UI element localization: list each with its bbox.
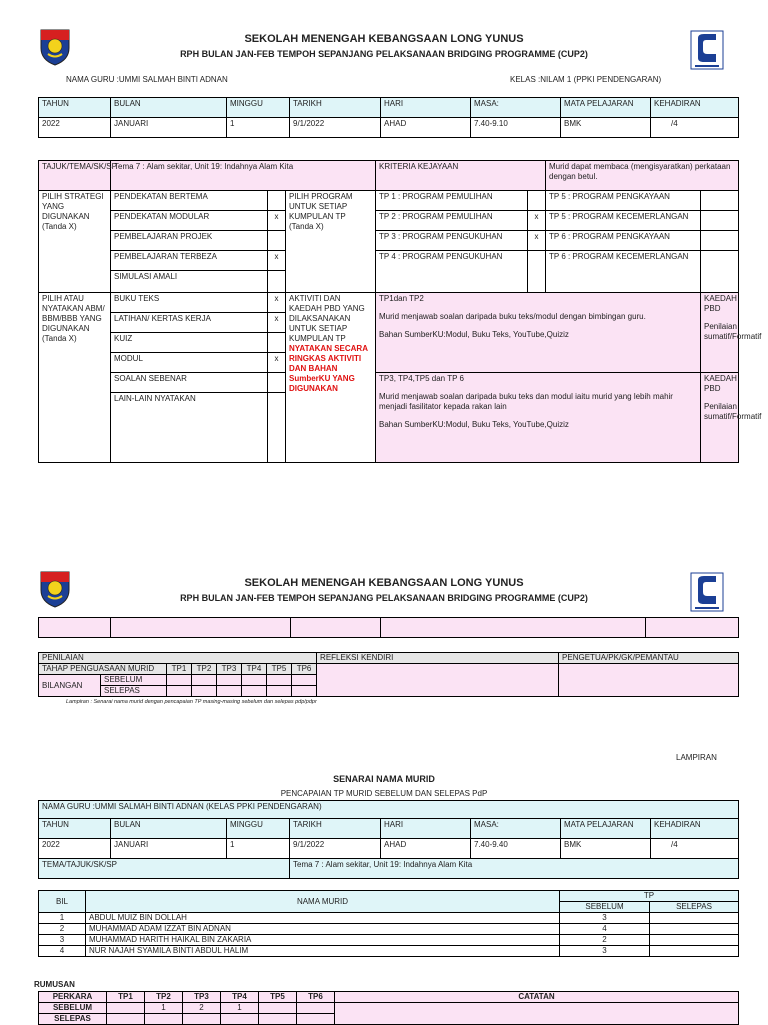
header-value: 1 — [227, 118, 290, 138]
pengetua-label: PENGETUA/PK/GK/PEMANTAU — [559, 653, 739, 664]
aktiviti-label — [286, 293, 376, 463]
strategi-item: PENDEKATAN MODULAR — [111, 211, 268, 231]
rumusan-value — [297, 1003, 335, 1014]
header-value: 7.40-9.40 — [471, 839, 561, 859]
student-table — [38, 890, 739, 957]
program-item: TP 6 : PROGRAM KECEMERLANGAN — [546, 251, 701, 293]
tp12-bahan: Bahan SumberKU:Modul, Buku Teks, YouTube,Quiziz — [379, 330, 569, 339]
kriteria-label: KRITERIA KEJAYAAN — [376, 161, 546, 191]
student-bil: 3 — [39, 935, 86, 946]
aktiviti-label-text: AKTIVITI DAN KAEDAH PBD YANG DILAKSANAKAN UNTUK SETIAP KUMPULAN TP — [289, 294, 365, 343]
tp-header: TP5 — [259, 992, 297, 1003]
student-selepas — [650, 946, 739, 957]
header-value: BMK — [561, 839, 651, 859]
tp-header: TP2 — [145, 992, 183, 1003]
senarai-title: SENARAI NAMA MURID — [333, 774, 435, 784]
student-selepas — [650, 935, 739, 946]
program-item: TP 3 : PROGRAM PENGUKUHAN — [376, 231, 528, 251]
program-item: TP 5 : PROGRAM KECEMERLANGAN — [546, 211, 701, 231]
lampiran-label: LAMPIRAN — [676, 753, 717, 762]
strategi-mark: x — [268, 251, 286, 271]
header-value: 2022 — [39, 118, 111, 138]
header-label: MASA: — [471, 819, 561, 839]
header-label: MINGGU — [227, 98, 290, 118]
program-item: TP 6 : PROGRAM PENGKAYAAN — [546, 231, 701, 251]
tp-header: TP6 — [297, 992, 335, 1003]
abm-item: LAIN-LAIN NYATAKAN — [111, 393, 268, 463]
header-label: BULAN — [111, 98, 227, 118]
lampiran-note: Lampiran : Senarai nama murid dengan pencapaian TP masing-masing sebelum dan selepas pdp/pdpr — [66, 699, 317, 705]
school-name: SEKOLAH MENENGAH KEBANGSAAN LONG YUNUS — [244, 577, 524, 589]
penilaian-label: PENILAIAN — [39, 653, 317, 664]
header-label: TARIKH — [290, 98, 381, 118]
header-label: BULAN — [111, 819, 227, 839]
strategi-item: PENDEKATAN BERTEMA — [111, 191, 268, 211]
teacher-name: NAMA GURU :UMMI SALMAH BINTI ADNAN — [66, 75, 228, 84]
tp-header: TP3 — [183, 992, 221, 1003]
header-value: 2022 — [39, 839, 111, 859]
student-bil: 4 — [39, 946, 86, 957]
rph-title: RPH BULAN JAN-FEB TEMPOH SEPANJANG PELAKSANAAN BRIDGING PROGRAMME (CUP2) — [180, 593, 588, 603]
header-label: KEHADIRAN — [651, 819, 739, 839]
program-mark — [701, 231, 739, 251]
tp12-text: Murid menjawab soalan daripada buku teks/modul dengan bimbingan guru. — [379, 312, 646, 321]
header-label: TAHUN — [39, 98, 111, 118]
selepas-label: SELEPAS — [39, 1014, 107, 1025]
program-mark — [701, 191, 739, 211]
abm-item: SOALAN SEBENAR — [111, 373, 268, 393]
strategi-mark — [268, 271, 286, 293]
kaedah-cell — [701, 293, 762, 373]
program-mark: x — [528, 231, 546, 251]
tp12-cell — [376, 293, 701, 373]
lesson-info-table — [38, 97, 739, 138]
abm-item: LATIHAN/ KERTAS KERJA — [111, 313, 268, 333]
rumusan-value: 1 — [221, 1003, 259, 1014]
header-label: MATA PELAJARAN — [561, 819, 651, 839]
bil-header: BIL — [39, 891, 86, 913]
aktiviti-label-red: NYATAKAN SECARA RINGKAS AKTIVITI DAN BAHAN SumberKU YANG DIGUNAKAN — [289, 344, 368, 393]
planning-table — [38, 160, 762, 463]
abm-label: PILIH ATAU NYATAKAN ABM/ BBM/BBB YANG DIGUNAKAN (Tanda X) — [39, 293, 111, 463]
sebelum-label: SEBELUM — [101, 675, 167, 686]
tp3456-text: Murid menjawab soalan daripada buku teks dan modul iaitu murid yang lebih mahir menjadi fasilitator kepada rakan lain — [379, 392, 673, 411]
student-name: MUHAMMAD HARITH HAIKAL BIN ZAKARIA — [86, 935, 560, 946]
bilangan-label: BILANGAN — [39, 675, 101, 697]
kaedah-value: Penilaian sumatif/Formatif — [704, 402, 762, 421]
header-value: 9/1/2022 — [290, 118, 381, 138]
header-label: MASA: — [471, 98, 561, 118]
header-label: HARI — [381, 98, 471, 118]
tema-value: Tema 7 : Alam sekitar, Unit 19: Indahnya Alam Kita — [290, 859, 739, 879]
penilaian-table — [38, 652, 739, 697]
student-bil: 1 — [39, 913, 86, 924]
class-name: KELAS :NILAM 1 (PPKI PENDENGARAN) — [510, 75, 662, 84]
tp-header: TP1 — [167, 664, 192, 675]
header-value: JANUARI — [111, 839, 227, 859]
tp-header: TP — [560, 891, 739, 902]
tp-header: TP3 — [217, 664, 242, 675]
program-mark — [701, 211, 739, 231]
rumusan-label: RUMUSAN — [34, 980, 75, 989]
student-name: NUR NAJAH SYAMILA BINTI ABDUL HALIM — [86, 946, 560, 957]
rumusan-value — [107, 1003, 145, 1014]
header-label: TARIKH — [290, 819, 381, 839]
kriteria-value: Murid dapat membaca (mengisyaratkan) perkataan dengan betul. — [546, 161, 739, 191]
student-selepas — [650, 913, 739, 924]
header-value: AHAD — [381, 118, 471, 138]
tema-label: TEMA/TAJUK/SK/SP — [39, 859, 290, 879]
strategi-mark — [268, 231, 286, 251]
student-sebelum: 3 — [560, 913, 650, 924]
program-mark — [528, 251, 546, 293]
program-mark — [528, 191, 546, 211]
student-bil: 2 — [39, 924, 86, 935]
tajuk-label: TAJUK/TEMA/SK/SP — [39, 161, 111, 191]
tp-header: TP6 — [292, 664, 317, 675]
program-mark: x — [528, 211, 546, 231]
header-value: /4 — [651, 118, 739, 138]
kaedah-label: KAEDAH PBD — [704, 294, 737, 313]
lampiran-info-table — [38, 800, 739, 879]
tp-header: TP4 — [221, 992, 259, 1003]
abm-mark: x — [268, 293, 286, 313]
header-label: KEHADIRAN — [651, 98, 739, 118]
tp3456-title: TP3, TP4,TP5 dan TP 6 — [379, 374, 464, 383]
strategi-item: PEMBELAJARAN PROJEK — [111, 231, 268, 251]
rph-title: RPH BULAN JAN-FEB TEMPOH SEPANJANG PELAKSANAAN BRIDGING PROGRAMME (CUP2) — [180, 49, 588, 59]
strategi-mark: x — [268, 211, 286, 231]
tajuk-value: Tema 7 : Alam sekitar, Unit 19: Indahnya Alam Kita — [111, 161, 376, 191]
perkara-header: PERKARA — [39, 992, 107, 1003]
abm-mark — [268, 393, 286, 463]
school-name: SEKOLAH MENENGAH KEBANGSAAN LONG YUNUS — [244, 33, 524, 45]
program-mark — [701, 251, 739, 293]
school-crest-logo — [38, 26, 72, 66]
student-name: MUHAMMAD ADAM IZZAT BIN ADNAN — [86, 924, 560, 935]
student-name: ABDUL MUIZ BIN DOLLAH — [86, 913, 560, 924]
teacher-class: NAMA GURU :UMMI SALMAH BINTI ADNAN (KELAS PPKI PENDENGARAN) — [39, 801, 739, 819]
abm-item: MODUL — [111, 353, 268, 373]
header-label: MINGGU — [227, 819, 290, 839]
header-label: HARI — [381, 819, 471, 839]
student-selepas — [650, 924, 739, 935]
sebelum-header: SEBELUM — [560, 902, 650, 913]
header-value: BMK — [561, 118, 651, 138]
tp-header: TP5 — [267, 664, 292, 675]
header-label: MATA PELAJARAN — [561, 98, 651, 118]
strategi-item: PEMBELAJARAN TERBEZA — [111, 251, 268, 271]
header-value: 1 — [227, 839, 290, 859]
tp-header: TP1 — [107, 992, 145, 1003]
student-sebelum: 3 — [560, 946, 650, 957]
kaedah-value: Penilaian sumatif/Formatif — [704, 322, 762, 341]
header-value: 7.40-9.10 — [471, 118, 561, 138]
abm-item: KUIZ — [111, 333, 268, 353]
selepas-label: SELEPAS — [101, 686, 167, 697]
header-value: JANUARI — [111, 118, 227, 138]
program-item: TP 4 : PROGRAM PENGUKUHAN — [376, 251, 528, 293]
tp-header: TP4 — [242, 664, 267, 675]
tp12-title: TP1dan TP2 — [379, 294, 424, 303]
rumusan-table — [38, 991, 739, 1025]
selepas-header: SELEPAS — [650, 902, 739, 913]
program-label: PILIH PROGRAM UNTUK SETIAP KUMPULAN TP (Tanda X) — [286, 191, 376, 293]
refleksi-label: REFLEKSI KENDIRI — [317, 653, 559, 664]
abm-item: BUKU TEKS — [111, 293, 268, 313]
header-label: TAHUN — [39, 819, 111, 839]
tp-header: TP2 — [192, 664, 217, 675]
tp3456-bahan: Bahan SumberKU:Modul, Buku Teks, YouTube,Quiziz — [379, 420, 569, 429]
student-sebelum: 4 — [560, 924, 650, 935]
rumusan-value: 1 — [145, 1003, 183, 1014]
abm-mark — [268, 373, 286, 393]
kaedah-label: KAEDAH PBD — [704, 374, 737, 393]
rumusan-value — [259, 1003, 297, 1014]
pencapaian-title: PENCAPAIAN TP MURID SEBELUM DAN SELEPAS PdP — [280, 789, 488, 798]
program-item: TP 2 : PROGRAM PEMULIHAN — [376, 211, 528, 231]
strategi-mark — [268, 191, 286, 211]
tp3456-cell — [376, 373, 701, 463]
rumusan-value: 2 — [183, 1003, 221, 1014]
header-value: /4 — [651, 839, 739, 859]
student-sebelum: 2 — [560, 935, 650, 946]
strategi-item: SIMULASI AMALI — [111, 271, 268, 293]
catatan-header: CATATAN — [335, 992, 739, 1003]
program-item: TP 5 : PROGRAM PENGKAYAAN — [546, 191, 701, 211]
abm-mark — [268, 333, 286, 353]
sebelum-label: SEBELUM — [39, 1003, 107, 1014]
tahap-label: TAHAP PENGUASAAN MURID — [39, 664, 167, 675]
header-value: 9/1/2022 — [290, 839, 381, 859]
abm-mark: x — [268, 353, 286, 373]
abm-mark: x — [268, 313, 286, 333]
header-value: AHAD — [381, 839, 471, 859]
blank-row-table — [38, 617, 739, 638]
program-item: TP 1 : PROGRAM PEMULIHAN — [376, 191, 528, 211]
nama-murid-header: NAMA MURID — [86, 891, 560, 913]
strategi-label: PILIH STRATEGI YANG DIGUNAKAN (Tanda X) — [39, 191, 111, 293]
kaedah-cell — [701, 373, 762, 463]
